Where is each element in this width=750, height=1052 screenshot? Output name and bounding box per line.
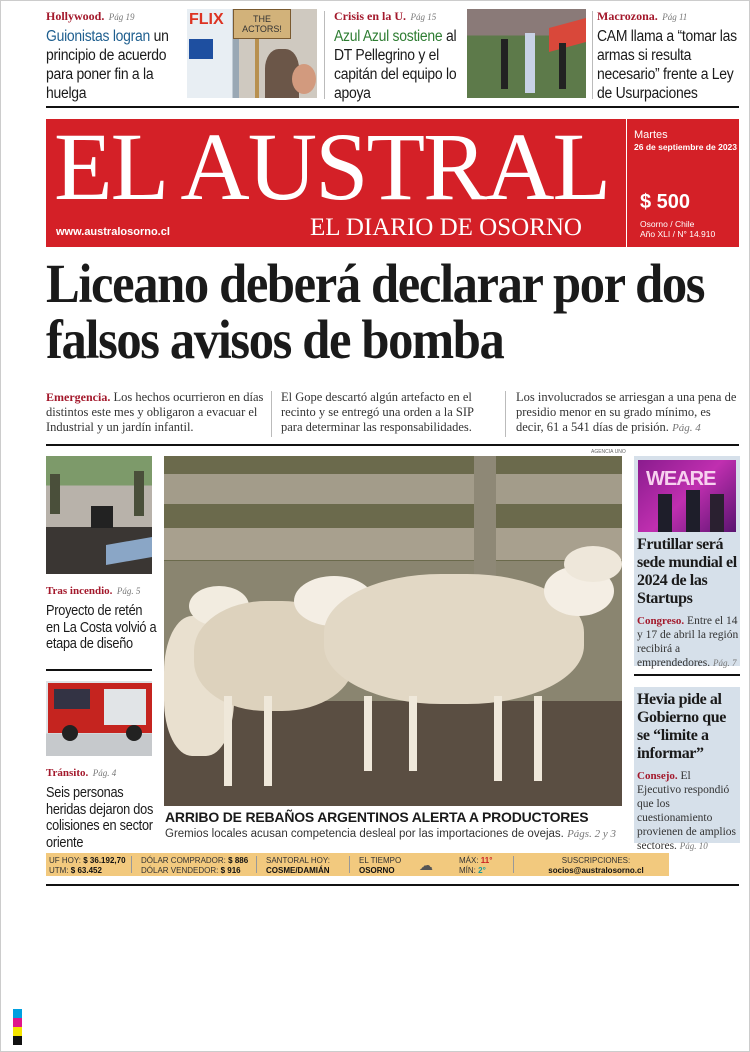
uf-utm: UF HOY: $ 36.192,70 UTM: $ 63.452 [49, 856, 126, 875]
headline: Guionistas logran un principio de acuerdo para poner fin a la huelga [46, 28, 169, 102]
deck-column-1: Emergencia. Los hechos ocurrieron en días distintos este mes y obligaron a evacuar el Industrial y un jardín infantil. [46, 390, 264, 434]
magenta-mark [13, 1018, 22, 1027]
page-ref: Pág. 5 [116, 586, 141, 596]
yellow-mark [13, 1027, 22, 1036]
kicker: Crisis en la U. [334, 9, 406, 23]
kicker: Tránsito. [46, 767, 89, 779]
headline: CAM llama a “tomar las armas si resulta necesario” frente a Ley de Usurpaciones [597, 28, 737, 102]
headline: Hevia pide al Gobierno que se “limite a informar” [637, 691, 726, 762]
kicker: Tras incendio. [46, 585, 113, 597]
subscriptions[interactable]: SUSCRIPCIONES: socios@australosorno.cl [548, 856, 644, 875]
left-story-reten[interactable] [46, 581, 157, 653]
deck-column-2: El Gope descartó algún artefacto en el recinto y se entregó una orden a la SIP para determinar las responsabilidades. [281, 390, 474, 434]
santoral: SANTORAL HOY: COSME/DAMIÁN [266, 856, 331, 875]
deck-column-3: Los involucrados se arriesgan a una pena de presidio menor en su grado mínimo, es decir, 61 a 541 días de prisión. Pág. 4 [516, 390, 737, 434]
divider [46, 106, 739, 108]
page-ref: Pág 19 [108, 12, 135, 22]
photo-title[interactable]: ARRIBO DE REBAÑOS ARGENTINOS ALERTA A PRODUCTORES [165, 809, 589, 825]
kicker: Hollywood. [46, 9, 105, 23]
sheep-photo[interactable] [164, 456, 622, 806]
page-ref: Pág 15 [410, 12, 437, 22]
divider [46, 444, 739, 446]
black-mark [13, 1036, 22, 1045]
newspaper-title: EL AUSTRAL [54, 113, 610, 220]
divider [46, 669, 152, 671]
football-photo [467, 9, 586, 98]
newspaper-subtitle: EL DIARIO DE OSORNO [310, 214, 582, 241]
kicker: Macrozona. [597, 9, 658, 23]
weather: EL TIEMPO OSORNO [359, 856, 402, 875]
photo-caption: Gremios locales acusan competencia desleal por las importaciones de ovejas. Págs. 2 y 3 [165, 828, 616, 840]
page-ref: Pág. 4 [92, 768, 117, 778]
weekday: Martes [634, 129, 668, 141]
top-story-azul-azul[interactable] [334, 7, 464, 103]
top-story-hollywood[interactable] [46, 7, 184, 103]
summary: Consejo. El Ejecutivo respondió que los cuestionamiento provienen de amplios sectores. Pág. 10 [637, 770, 737, 852]
website-link[interactable]: www.australosorno.cl [56, 226, 170, 238]
left-story-transito[interactable] [46, 763, 154, 851]
main-headline[interactable]: Liceano deberá declarar por dos falsos avisos de bomba [46, 253, 705, 370]
temperatures: MÁX: 11° MÍN: 2° [459, 856, 493, 875]
date: 26 de septiembre de 2023 [634, 142, 738, 152]
location: Osorno / Chile [640, 219, 695, 229]
divider [634, 674, 740, 676]
cloud-icon: ☁ [419, 857, 433, 873]
fire-truck-photo [46, 681, 152, 756]
strike-photo: FLIX THE ACTORS! [187, 9, 317, 98]
startups-photo: WEARE [638, 460, 736, 532]
dollar-rates: DÓLAR COMPRADOR: $ 886 DÓLAR VENDEDOR: $ 916 [141, 856, 249, 875]
price: $ 500 [640, 191, 691, 213]
right-story-hevia[interactable] [634, 687, 740, 852]
headline: Frutillar será sede mundial el 2024 de las Startups [637, 536, 737, 607]
headline: Azul Azul sostiene al DT Pellegrino y el capitán del equipo lo apoya [334, 28, 457, 102]
divider [46, 884, 739, 886]
page-ref: Pág 11 [662, 12, 688, 22]
info-bar [46, 853, 669, 876]
masthead [46, 113, 739, 247]
headline: Proyecto de retén en La Costa volvió a etapa de diseño [46, 603, 157, 652]
cyan-mark [13, 1009, 22, 1018]
summary: Congreso. Entre el 14 y 17 de abril la región recibirá a emprendedores. Pág. 7 [637, 615, 739, 669]
right-story-frutillar[interactable] [634, 456, 740, 669]
photo-credit: AGENCIA UNO [591, 449, 626, 455]
edition-number: Año XLI / N° 14.910 [640, 229, 716, 239]
top-story-cam[interactable] [597, 7, 743, 103]
fire-photo [46, 456, 152, 574]
headline: Seis personas heridas dejaron dos colisiones en sector oriente [46, 785, 154, 851]
